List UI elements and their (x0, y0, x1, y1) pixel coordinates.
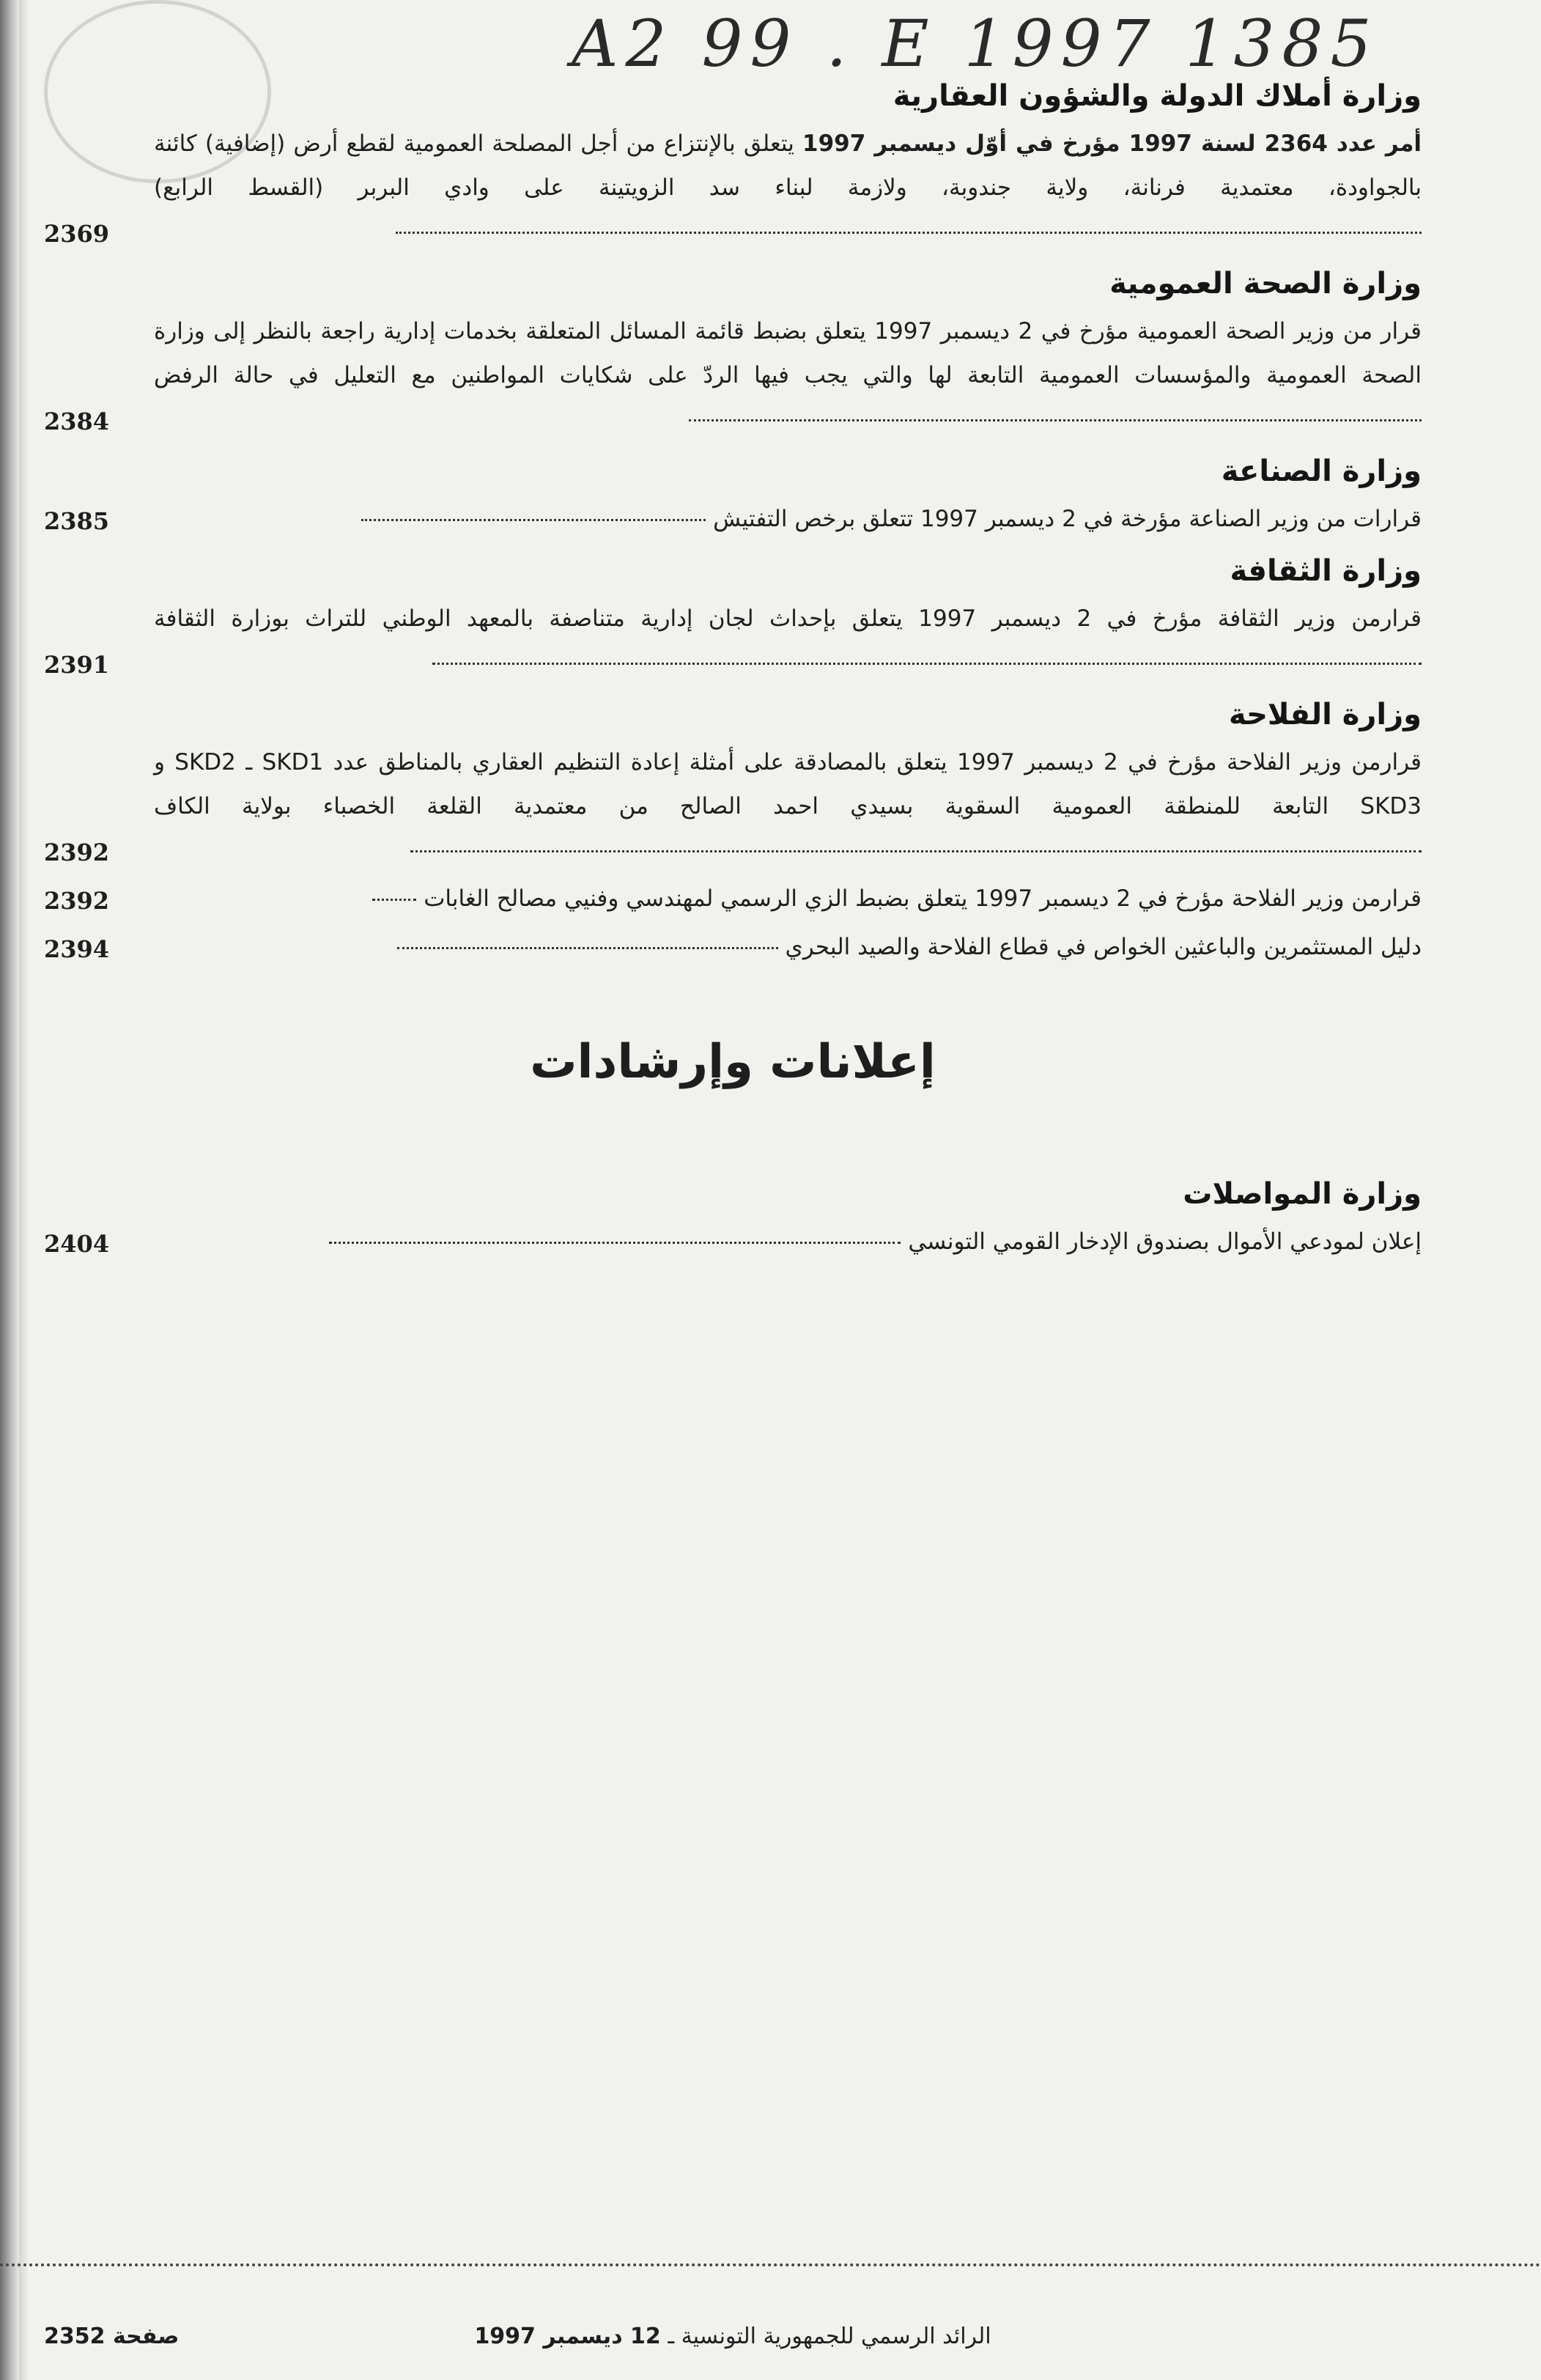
entry-body: قرارمن وزير الفلاحة مؤرخ في 2 ديسمبر 1997 يتعلق بضبط الزي الرسمي لمهندسي وفنيي مصالح الغابات (424, 885, 1422, 912)
page-footer (44, 2324, 1422, 2360)
leader-dots (432, 663, 1422, 665)
entry-page-number: 2385 (44, 507, 110, 535)
entry-text (154, 122, 1422, 254)
section-title-public-health: وزارة الصحة العمومية (1109, 267, 1422, 301)
entry-body: إعلان لمودعي الأموال بصندوق الإدخار القومي التونسي (908, 1228, 1422, 1255)
footer-publication-name: الرائد الرسمي للجمهورية التونسية ـ (668, 2324, 991, 2349)
table-of-contents (44, 66, 1422, 1268)
scan-shadow (19, 0, 29, 2380)
entry-text (154, 497, 1422, 541)
entry-text (154, 740, 1422, 872)
entry-page-number: 2392 (44, 887, 110, 915)
toc-entry (44, 497, 1422, 541)
announcements-title: إعلانات وإرشادات (530, 1035, 936, 1089)
leader-dots (410, 850, 1422, 852)
leader-dots (372, 899, 416, 901)
handwritten-reference (572, 6, 1392, 81)
entry-body: قرارمن وزير الفلاحة مؤرخ في 2 ديسمبر 1997 يتعلق بالمصادقة على أمثلة إعادة التنظيم العقاري بالمناطق عدد SKD1 ـ SKD2 و SKD3 التابعة للمنطقة العمومية السقوية بسيدي احمد الصالح من معتمدية القلعة الخصباء بولاية الكاف (154, 749, 1422, 819)
entry-body: قرارات من وزير الصناعة مؤرخة في 2 ديسمبر 1997 تتعلق برخص التفتيش (713, 506, 1422, 532)
toc-entry (44, 309, 1422, 441)
section-title-communications: وزارة المواصلات (1183, 1177, 1422, 1211)
footer-divider (0, 2263, 1541, 2266)
footer-publication (44, 2324, 1422, 2349)
leader-dots (329, 1242, 901, 1244)
entry-text (154, 309, 1422, 441)
toc-entry (44, 740, 1422, 872)
entry-page-number: 2392 (44, 839, 110, 866)
section-title-state-property: وزارة أملاك الدولة والشؤون العقارية (893, 79, 1422, 113)
entry-body: دليل المستثمرين والباعثين الخواص في قطاع الفلاحة والصيد البحري (785, 934, 1422, 960)
leader-dots (396, 232, 1422, 234)
toc-entry (44, 925, 1422, 969)
toc-entry (44, 877, 1422, 921)
section-title-industry: وزارة الصناعة (1221, 454, 1422, 488)
entry-body: قرار من وزير الصحة العمومية مؤرخ في 2 ديسمبر 1997 يتعلق بضبط قائمة المسائل المتعلقة بخدمات إدارية راجعة بالنظر إلى وزارة الصحة العمومية والمؤسسات العمومية التابعة لها والتي يجب فيها الردّ على شكايات المواطنين مع التعليل في حالة الرفض (154, 318, 1422, 388)
section-title-culture: وزارة الثقافة (1230, 554, 1422, 588)
entry-page-number: 2391 (44, 651, 110, 679)
leader-dots (689, 419, 1422, 421)
toc-entry (44, 597, 1422, 685)
entry-lead: أمر عدد 2364 لسنة 1997 مؤرخ في أوّل ديسمبر 1997 (802, 130, 1422, 157)
handwritten-text: A2 99 . E 1997 1385 (572, 6, 1379, 81)
entry-page-number: 2384 (44, 408, 110, 435)
toc-entry (44, 122, 1422, 254)
entry-text (154, 877, 1422, 921)
entry-text (154, 597, 1422, 685)
entry-body: قرارمن وزير الثقافة مؤرخ في 2 ديسمبر 1997 يتعلق بإحداث لجان إدارية متناصفة بالمعهد الوطني للتراث بوزارة الثقافة (154, 605, 1422, 632)
toc-entry (44, 1220, 1422, 1264)
entry-text (154, 1220, 1422, 1264)
leader-dots (361, 519, 706, 521)
entry-page-number: 2394 (44, 935, 110, 963)
footer-date: 12 ديسمبر 1997 (474, 2324, 661, 2349)
entry-text (154, 925, 1422, 969)
entry-body: يتعلق بالإنتزاع من أجل المصلحة العمومية لقطع أرض (إضافية) كائنة بالجواودة، معتمدية فرنانة، ولاية جندوبة، ولازمة لبناء سد الزويتينة على وادي البربر (القسط الرابع) (154, 130, 1422, 201)
entry-page-number: 2369 (44, 220, 110, 248)
entry-page-number: 2404 (44, 1230, 110, 1258)
footer-page-number: صفحة 2352 (44, 2324, 180, 2349)
section-title-agriculture: وزارة الفلاحة (1228, 698, 1422, 732)
leader-dots (397, 947, 778, 949)
scan-edge (0, 0, 19, 2380)
